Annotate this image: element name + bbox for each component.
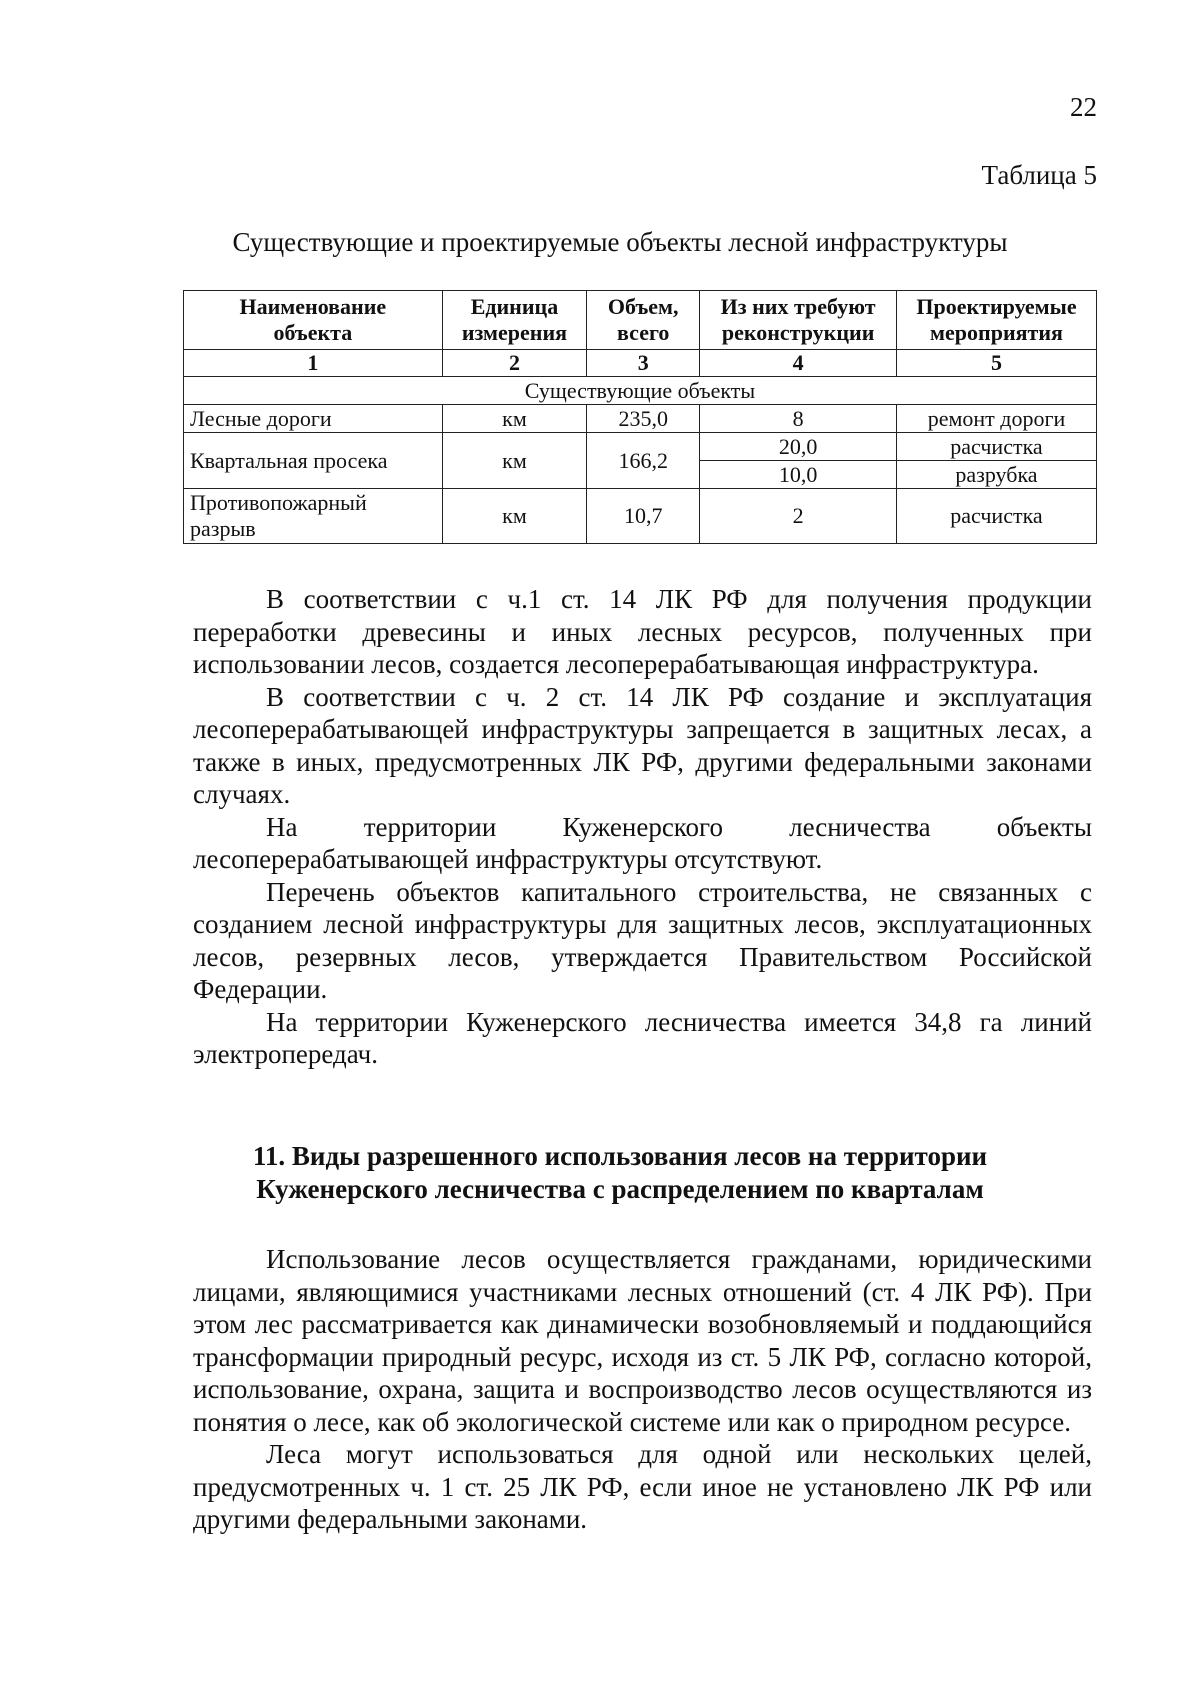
paragraph: Леса могут использоваться для одной или нескольких целей, предусмотренных ч. 1 ст. 25 ЛК РФ, если иное не установлено ЛК РФ или другими федеральными законами.	[193, 1439, 1092, 1534]
paragraph: На территории Куженерского лесничества имеется 34,8 га линий электропередач.	[193, 1006, 1092, 1069]
section-heading-line: 11. Виды разрешенного использования лесов на территории	[252, 1141, 988, 1171]
cell-volume: 235,0	[587, 405, 700, 433]
page-number: 22	[1070, 92, 1097, 122]
paragraph: Перечень объектов капитального строительства, не связанных с созданием лесной инфраструктуры для защитных лесов, эксплуатационных лесов, резервных лесов, утверждается Правительством Российской Федерации.	[193, 876, 1092, 1004]
header-reconstruction: Из них требуют реконструкции	[700, 291, 897, 350]
infrastructure-table	[183, 290, 1097, 544]
cell-unit: км	[442, 433, 587, 489]
section-label: Существующие объекты	[184, 377, 1097, 405]
section-heading	[0, 1140, 1200, 1206]
cell-measures: расчистка	[896, 489, 1096, 544]
column-number: 5	[896, 350, 1096, 377]
column-number: 2	[442, 350, 587, 377]
cell-volume: 10,7	[587, 489, 700, 544]
header-unit: Единица измерения	[442, 291, 587, 350]
cell-reconstruction: 2	[700, 489, 897, 544]
header-object-name: Наименование объекта	[184, 291, 443, 350]
table-title: Существующие и проектируемые объекты лесной инфраструктуры	[232, 227, 1008, 257]
text-block-forest-use	[193, 1243, 1092, 1536]
table-row	[184, 489, 1097, 544]
cell-measures: ремонт дороги	[896, 405, 1096, 433]
cell-name: Лесные дороги	[184, 405, 443, 433]
cell-reconstruction: 10,0	[700, 461, 897, 489]
column-number: 4	[700, 350, 897, 377]
paragraph: На территории Куженерского лесничества объекты лесоперерабатывающей инфраструктуры отсутствуют.	[193, 811, 1092, 874]
cell-name: Квартальная просека	[184, 433, 443, 489]
cell-reconstruction: 20,0	[700, 433, 897, 461]
column-number-row	[184, 350, 1097, 377]
table-label: Таблица 5	[981, 160, 1097, 190]
text-block-infrastructure	[193, 583, 1092, 1071]
paragraph: Использование лесов осуществляется гражданами, юридическими лицами, являющимися участниками лесных отношений (ст. 4 ЛК РФ). При этом лес рассматривается как динамически возобновляемый и поддающийся трансформации природный ресурс, исходя из ст. 5 ЛК РФ, согласно которой, использование, охрана, защита и воспроизводство лесов осуществляются из понятия о лесе, как об экологической системе или как о природном ресурсе.	[193, 1244, 1092, 1437]
column-number: 3	[587, 350, 700, 377]
paragraph: В соответствии с ч.1 ст. 14 ЛК РФ для получения продукции переработки древесины и иных лесных ресурсов, полученных при использовании лесов, создается лесоперерабатывающая инфраструктура.	[193, 584, 1092, 679]
paragraph: В соответствии с ч. 2 ст. 14 ЛК РФ создание и эксплуатация лесоперерабатывающей инфраструктуры запрещается в защитных лесах, а также в иных, предусмотренных ЛК РФ, другими федеральными законами случаях.	[193, 681, 1092, 809]
cell-reconstruction: 8	[700, 405, 897, 433]
section-row	[184, 377, 1097, 405]
cell-measures: разрубка	[896, 461, 1096, 489]
header-volume: Объем, всего	[587, 291, 700, 350]
section-heading-line: Куженерского лесничества с распределением по кварталам	[256, 1174, 984, 1204]
header-planned-measures: Проектируемые мероприятия	[896, 291, 1096, 350]
cell-unit: км	[442, 489, 587, 544]
cell-unit: км	[442, 405, 587, 433]
cell-measures: расчистка	[896, 433, 1096, 461]
column-number: 1	[184, 350, 443, 377]
table-row	[184, 433, 1097, 461]
table-row	[184, 405, 1097, 433]
cell-volume: 166,2	[587, 433, 700, 489]
cell-name: Противопожарный разрыв	[184, 489, 443, 544]
table-header-row	[184, 291, 1097, 350]
